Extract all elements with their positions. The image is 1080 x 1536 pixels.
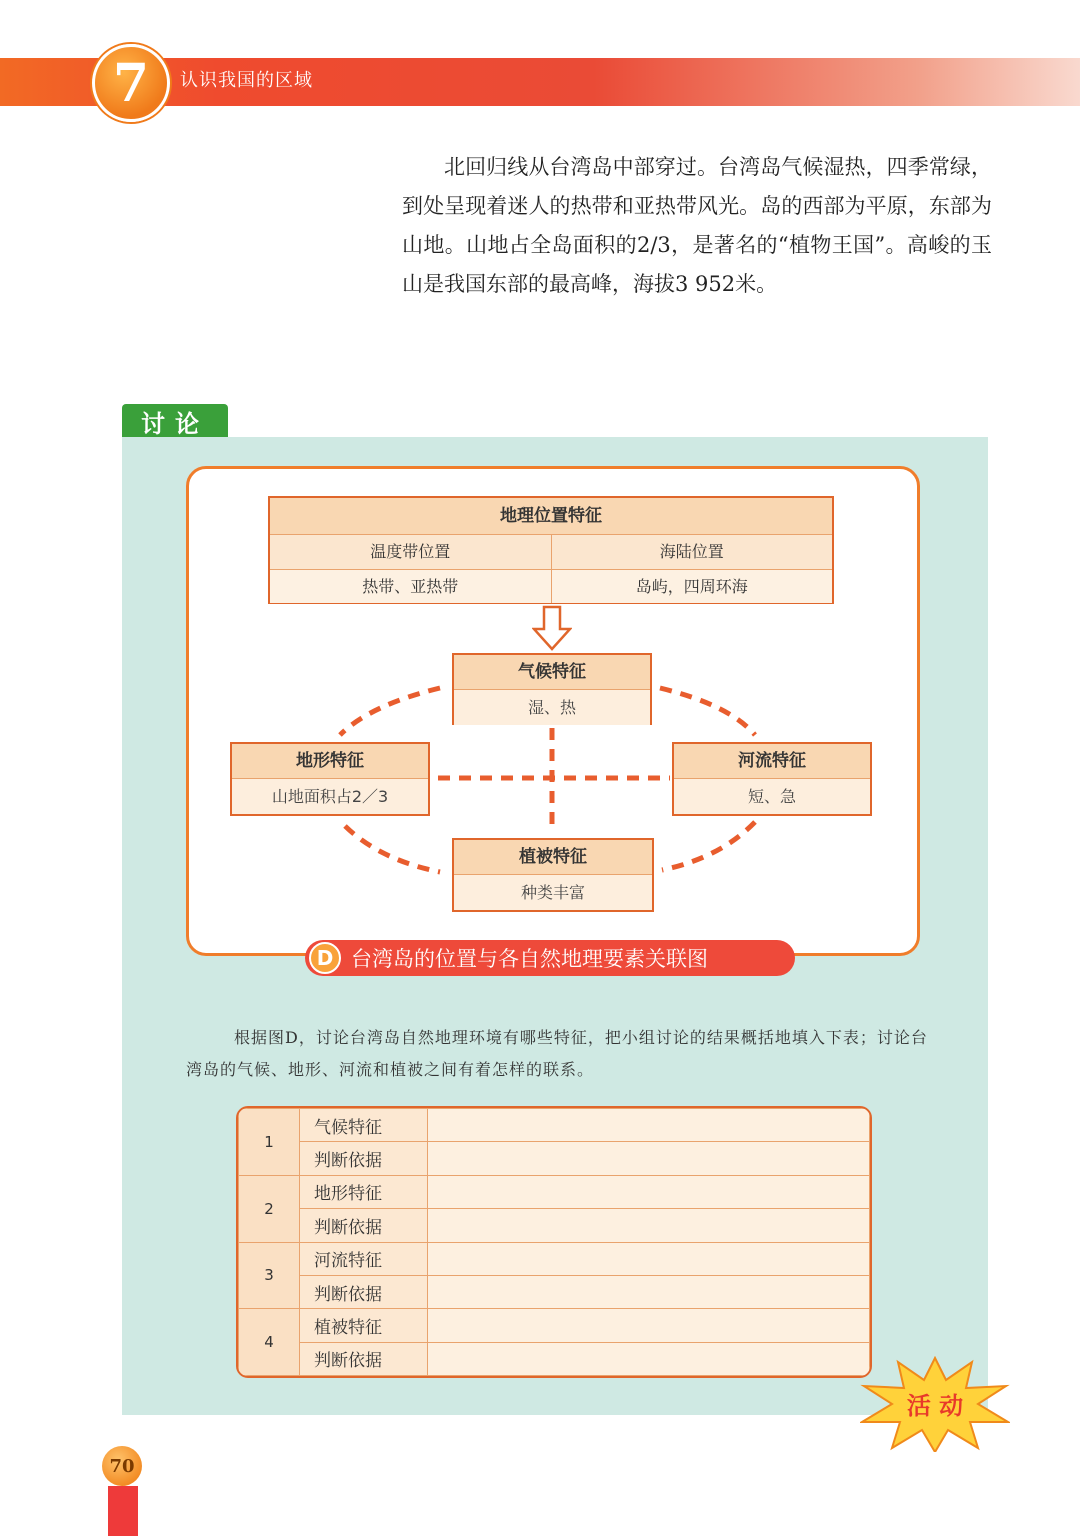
table-row	[239, 1275, 870, 1308]
answer-cell[interactable]	[428, 1109, 870, 1142]
table-row	[239, 1109, 870, 1142]
sea-land-label: 海陆位置	[552, 535, 833, 570]
activity-starburst-icon	[860, 1356, 1010, 1452]
discussion-instruction: 根据图D，讨论台湾岛自然地理环境有哪些特征，把小组讨论的结果概括地填入下表；讨论台湾岛的气候、地形、河流和植被之间有着怎样的联系。	[186, 1028, 928, 1079]
feature-label: 地形特征	[300, 1175, 428, 1208]
table-row	[239, 1342, 870, 1375]
river-box	[672, 742, 872, 816]
answer-cell[interactable]	[428, 1175, 870, 1208]
basis-label: 判断依据	[300, 1342, 428, 1375]
vegetation-box	[452, 838, 654, 912]
answer-cell[interactable]	[428, 1342, 870, 1375]
temp-zone-label: 温度带位置	[270, 535, 551, 570]
page-number-bar	[108, 1486, 138, 1536]
climate-title: 气候特征	[454, 655, 650, 690]
climate-box	[452, 653, 652, 725]
feature-label: 植被特征	[300, 1309, 428, 1342]
figure-label-badge: D	[309, 942, 341, 974]
geo-position-title: 地理位置特征	[270, 498, 832, 535]
table-row	[239, 1175, 870, 1208]
figure-caption-text: 台湾岛的位置与各自然地理要素关联图	[351, 947, 708, 971]
terrain-box	[230, 742, 430, 816]
climate-value: 湿、热	[454, 690, 650, 725]
row-number: 1	[239, 1109, 300, 1176]
feature-label: 气候特征	[300, 1109, 428, 1142]
vegetation-value: 种类丰富	[454, 875, 652, 910]
basis-label: 判断依据	[300, 1142, 428, 1175]
sea-land-value: 岛屿，四周环海	[552, 570, 833, 603]
basis-label: 判断依据	[300, 1209, 428, 1242]
chapter-title: 认识我国的区域	[180, 70, 313, 91]
worksheet-table	[236, 1106, 872, 1378]
row-number: 2	[239, 1175, 300, 1242]
table-row	[239, 1309, 870, 1342]
row-number: 3	[239, 1242, 300, 1309]
terrain-title: 地形特征	[232, 744, 428, 779]
row-number: 4	[239, 1309, 300, 1376]
answer-cell[interactable]	[428, 1242, 870, 1275]
temp-zone-value: 热带、亚热带	[270, 570, 551, 603]
answer-cell[interactable]	[428, 1309, 870, 1342]
activity-label: 活 动	[906, 1392, 964, 1420]
feature-label: 河流特征	[300, 1242, 428, 1275]
chapter-number-badge: 7	[92, 44, 170, 122]
answer-cell[interactable]	[428, 1209, 870, 1242]
basis-label: 判断依据	[300, 1275, 428, 1308]
down-arrow-icon	[532, 605, 572, 651]
table-row	[239, 1209, 870, 1242]
answer-cell[interactable]	[428, 1142, 870, 1175]
table-row	[239, 1142, 870, 1175]
river-value: 短、急	[674, 779, 870, 814]
discussion-tag: 讨论	[122, 404, 228, 438]
answer-cell[interactable]	[428, 1275, 870, 1308]
page-number: 70	[102, 1446, 142, 1486]
terrain-value: 山地面积占2／3	[232, 779, 428, 814]
intro-text: 北回归线从台湾岛中部穿过。台湾岛气候湿热，四季常绿，到处呈现着迷人的热带和亚热带风光。岛的西部为平原，东部为山地。山地占全岛面积的2/3，是著名的“植物王国”。高峻的玉山是我国东部的最高峰，海拔3 952米。	[402, 155, 992, 296]
table-row	[239, 1242, 870, 1275]
figure-caption	[305, 940, 795, 976]
intro-paragraph	[402, 148, 992, 304]
vegetation-title: 植被特征	[454, 840, 652, 875]
geo-position-box	[268, 496, 834, 604]
river-title: 河流特征	[674, 744, 870, 779]
